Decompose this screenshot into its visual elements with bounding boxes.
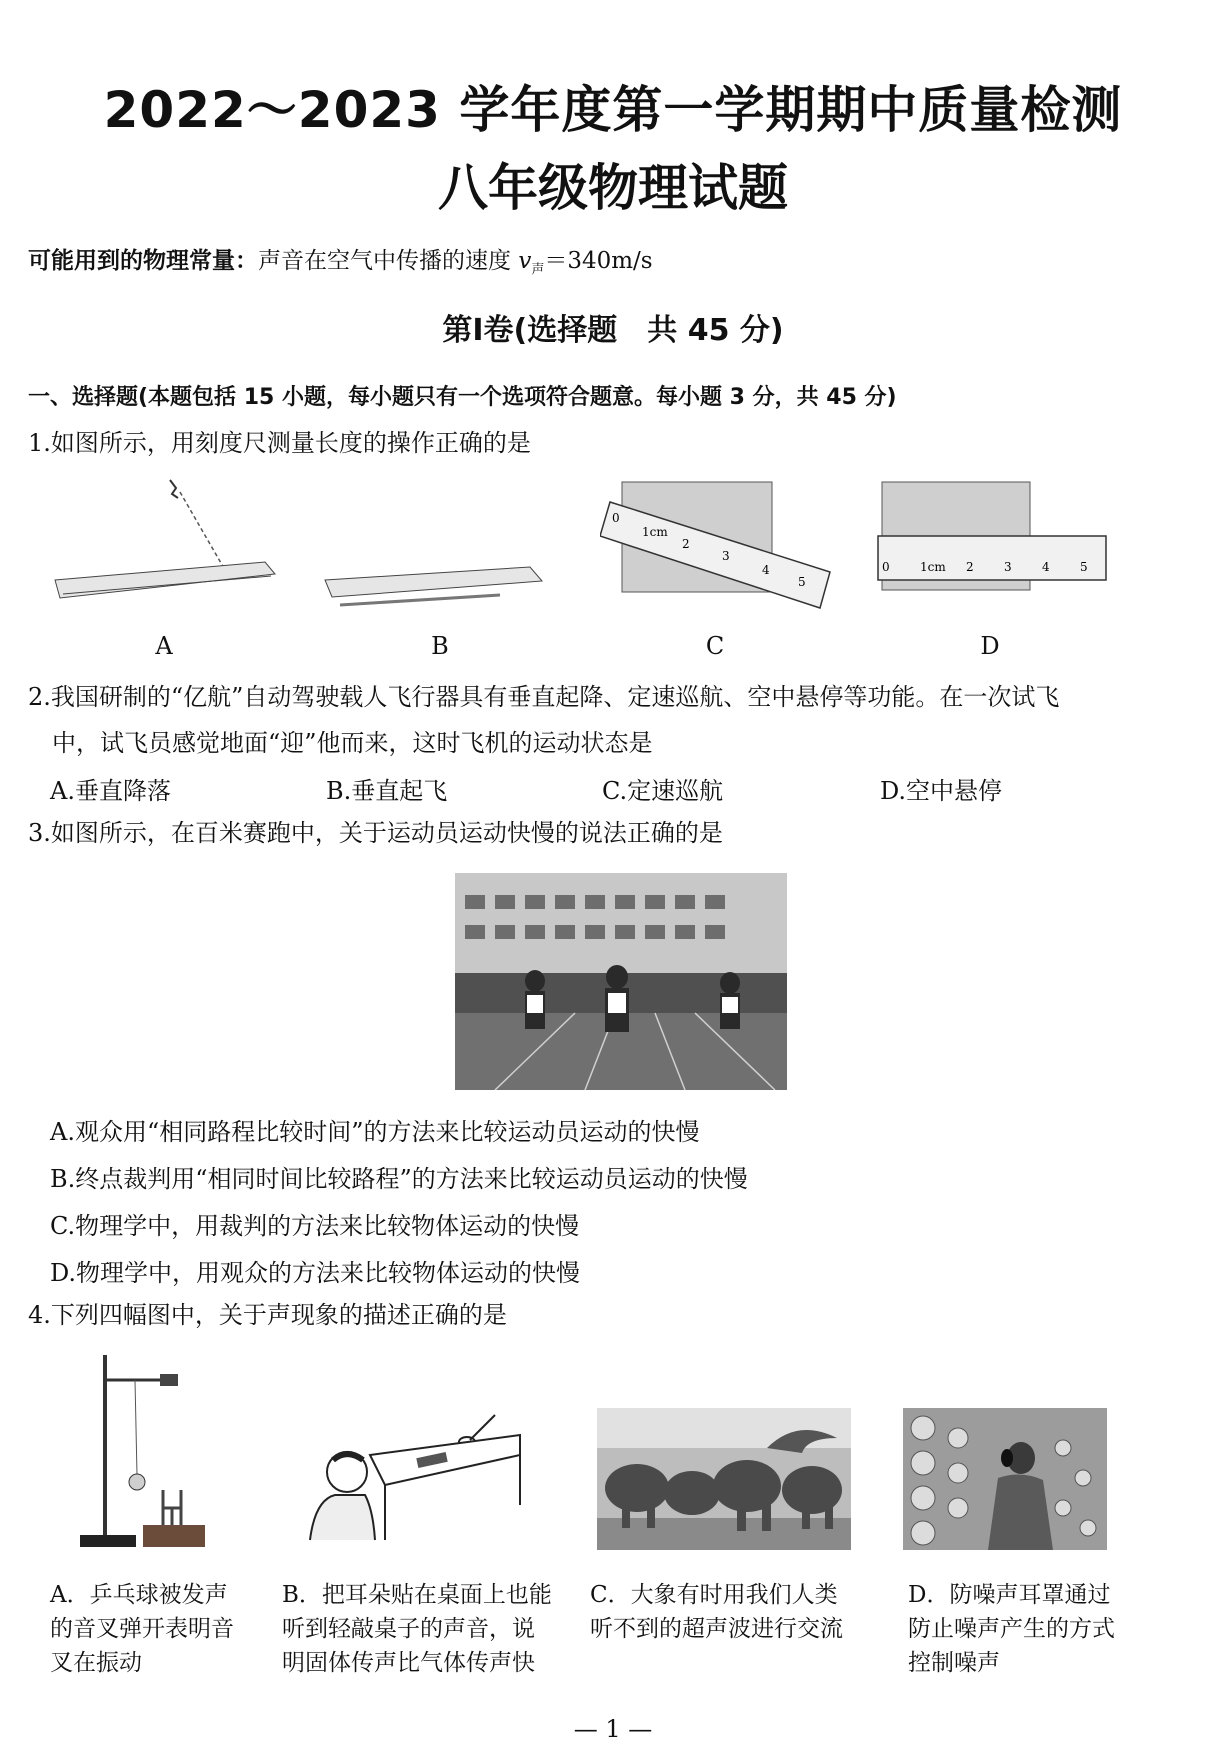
q2-option-c: C.定速巡航 xyxy=(602,777,724,805)
ruler-d-tick: 0 xyxy=(882,560,890,574)
q3-option-b: B.终点裁判用“相同时间比较路程”的方法来比较运动员运动的快慢 xyxy=(50,1165,748,1193)
q4-figure-c-elephants xyxy=(597,1408,851,1550)
velocity-symbol: v xyxy=(518,248,532,274)
ruler-c-tick: 0 xyxy=(612,511,620,525)
q3-race-photo xyxy=(455,873,787,1090)
ruler-c-tick: 2 xyxy=(682,537,690,551)
page-number: — 1 — xyxy=(573,1715,653,1743)
q1-figure-c xyxy=(600,480,840,620)
question-1-stem: 1.如图所示，用刻度尺测量长度的操作正确的是 xyxy=(28,429,531,457)
q2-option-b: B.垂直起飞 xyxy=(326,777,448,805)
ruler-d-tick: 3 xyxy=(1004,560,1012,574)
question-4-stem: 4.下列四幅图中，关于声现象的描述正确的是 xyxy=(28,1301,507,1329)
q4-caption-b: B．把耳朵贴在桌面上也能听到轻敲桌子的声音，说明固体传声比气体传声快 xyxy=(282,1582,552,1676)
question-3-stem: 3.如图所示，在百米赛跑中，关于运动员运动快慢的说法正确的是 xyxy=(28,819,723,847)
q2-option-a: A.垂直降落 xyxy=(50,777,171,805)
ruler-c-tick: 1cm xyxy=(642,525,668,539)
q4-caption-a: A．乒乓球被发声的音叉弹开表明音叉在振动 xyxy=(50,1582,234,1676)
constants-text: 声音在空气中传播的速度 xyxy=(258,248,511,274)
question-2-stem-line1: 2.我国研制的“亿航”自动驾驶载人飞行器具有垂直起降、定速巡航、空中悬停等功能。在一次试飞 xyxy=(28,683,1060,711)
q4-caption-c: C．大象有时用我们人类听不到的超声波进行交流 xyxy=(590,1582,843,1642)
ruler-c-tick: 5 xyxy=(798,575,806,589)
ruler-c-tick: 3 xyxy=(722,549,730,563)
physical-constants xyxy=(28,242,653,278)
constants-label: 可能用到的物理常量： xyxy=(28,248,258,274)
q3-option-c: C.物理学中，用裁判的方法来比较物体运动的快慢 xyxy=(50,1212,580,1240)
q4-caption-d: D．防噪声耳罩通过防止噪声产生的方式控制噪声 xyxy=(908,1582,1115,1676)
velocity-subscript: 声 xyxy=(531,262,545,278)
section-title: 第Ⅰ卷(选择题 共 45 分) xyxy=(442,313,784,348)
q1-figure-b xyxy=(320,555,550,615)
q1-label-b: B xyxy=(431,632,449,660)
constants-value: ＝340m/s xyxy=(544,248,653,274)
ruler-c-tick: 4 xyxy=(762,563,770,577)
q3-option-a: A.观众用“相同路程比较时间”的方法来比较运动员运动的快慢 xyxy=(50,1118,700,1146)
q3-option-d: D.物理学中，用观众的方法来比较物体运动的快慢 xyxy=(50,1259,581,1287)
ruler-d-tick: 1cm xyxy=(920,560,946,574)
q1-figure-a xyxy=(45,470,285,620)
q1-label-a: A xyxy=(155,632,173,660)
exam-subtitle: 八年级物理试题 xyxy=(438,159,788,217)
q2-option-d: D.空中悬停 xyxy=(880,777,1003,805)
question-2-stem-line2: 中，试飞员感觉地面“迎”他而来，这时飞机的运动状态是 xyxy=(52,729,653,757)
q1-label-d: D xyxy=(980,632,1000,660)
ruler-d-tick: 4 xyxy=(1042,560,1050,574)
part-title: 一、选择题(本题包括 15 小题，每小题只有一个选项符合题意。每小题 3 分，共 45 分) xyxy=(28,385,897,410)
q1-figure-d xyxy=(870,480,1110,600)
ruler-d-tick: 2 xyxy=(966,560,974,574)
q4-figure-a-tuning-fork xyxy=(75,1350,215,1550)
q4-figure-d-noise-earmuffs xyxy=(903,1408,1107,1550)
ruler-d-tick: 5 xyxy=(1080,560,1088,574)
q4-figure-b-ear-on-table xyxy=(295,1410,535,1550)
q1-label-c: C xyxy=(705,632,725,660)
exam-title: 2022～2023 学年度第一学期期中质量检测 xyxy=(103,81,1123,139)
